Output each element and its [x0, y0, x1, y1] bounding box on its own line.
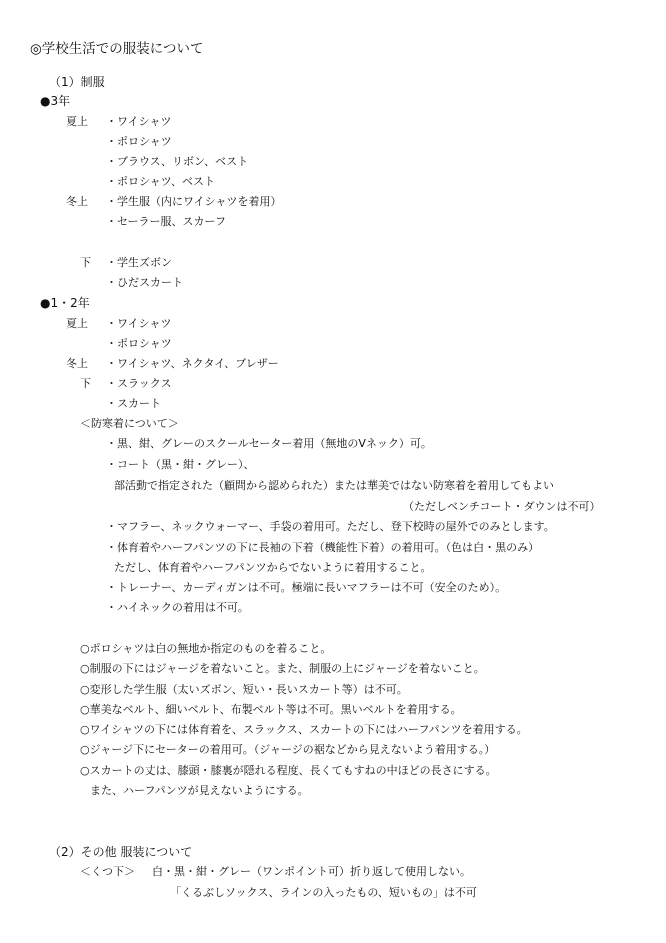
- cold-wear-line: ・体育着やハーフパンツの下に長袖の下着（機能性下着）の着用可。（色は白・黒のみ）: [106, 541, 540, 554]
- year3-bottom-label: 下: [80, 256, 91, 269]
- year3-winter-label: 冬上: [66, 195, 88, 208]
- rule-item: ○ポロシャツは白の無地か指定のものを着ること。: [80, 642, 332, 655]
- rule-item: ○制服の下にはジャージを着ないこと。また、制服の上にジャージを着ないこと。: [80, 662, 485, 675]
- year3-bottom-item: ・学生ズボン: [106, 256, 172, 269]
- cold-wear-line: ・黒、紺、グレーのスクールセーター着用（無地のVネック）可。: [106, 437, 432, 450]
- page-title: ◎学校生活での服装について: [30, 41, 204, 57]
- year12-bottom-item: ・スラックス: [106, 377, 172, 390]
- cold-wear-line: （ただしベンチコート・ダウンは不可）: [403, 500, 601, 513]
- cold-wear-line: 部活動で指定された（顧問から認められた）または華美ではない防寒着を着用してもよい: [114, 479, 554, 492]
- year12-summer-item: ・ワイシャツ: [106, 317, 172, 330]
- year12-summer-label: 夏上: [66, 317, 88, 330]
- year3-bottom-item: ・ひだスカート: [106, 276, 183, 289]
- year12-bottom-item: ・スカート: [106, 397, 161, 410]
- year12-summer-item: ・ポロシャツ: [106, 337, 172, 350]
- section-uniform-heading: （1）制服: [49, 75, 105, 89]
- year3-summer-label: 夏上: [66, 115, 88, 128]
- year3-summer-item: ・ワイシャツ: [106, 115, 172, 128]
- rule-item: また、ハーフパンツが見えないようにする。: [90, 784, 309, 797]
- year12-bottom-label: 下: [80, 377, 91, 390]
- rule-item: ○ワイシャツの下には体育着を、スラックス、スカートの下にはハーフパンツを着用する。: [80, 723, 528, 736]
- rule-item: ○ジャージ下にセーターの着用可。（ジャージの裾などから見えないよう着用する。）: [80, 743, 496, 756]
- year3-winter-item: ・セーラー服、スカーフ: [106, 215, 227, 228]
- rule-item: ○スカートの丈は、膝頭・膝裏が隠れる程度、長くてもすねの中ほどの長さにする。: [80, 764, 497, 777]
- socks-line: 「くるぶしソックス、ラインの入ったもの、短いもの」は不可: [170, 886, 477, 899]
- rule-item: ○華美なベルト、細いベルト、布製ベルト等は不可。黒いベルトを着用する。: [80, 703, 462, 716]
- cold-wear-line: ・ハイネックの着用は不可。: [106, 601, 249, 614]
- year12-heading: ●1・2年: [40, 296, 90, 310]
- year3-summer-item: ・ポロシャツ、ベスト: [106, 175, 216, 188]
- year12-winter-item: ・ワイシャツ、ネクタイ、ブレザー: [106, 357, 279, 370]
- socks-label: ＜くつ下＞: [80, 865, 135, 878]
- cold-wear-heading: ＜防寒着について＞: [80, 417, 179, 430]
- rule-item: ○変形した学生服（太いズボン、短い・長いスカート等）は不可。: [80, 683, 408, 696]
- cold-wear-line: ・トレーナー、カーディガンは不可。極端に長いマフラーは不可（安全のため）。: [106, 581, 507, 594]
- year3-summer-item: ・ブラウス、リボン、ベスト: [106, 155, 249, 168]
- cold-wear-line: ・コート（黒・紺・グレー）、: [106, 458, 255, 471]
- section-other-heading: （2）その他 服装について: [49, 845, 193, 859]
- year3-summer-item: ・ポロシャツ: [106, 135, 172, 148]
- cold-wear-line: ・マフラー、ネックウォーマー、手袋の着用可。ただし、登下校時の屋外でのみとします。: [106, 520, 555, 533]
- socks-line: 白・黒・紺・グレー（ワンポイント可）折り返して使用しない。: [152, 865, 471, 878]
- year12-winter-label: 冬上: [66, 357, 88, 370]
- year3-winter-item: ・学生服（内にワイシャツを着用）: [106, 195, 282, 208]
- cold-wear-line: ただし、体育着やハーフパンツからでないように着用すること。: [114, 561, 432, 574]
- year3-heading: ●3年: [40, 94, 71, 108]
